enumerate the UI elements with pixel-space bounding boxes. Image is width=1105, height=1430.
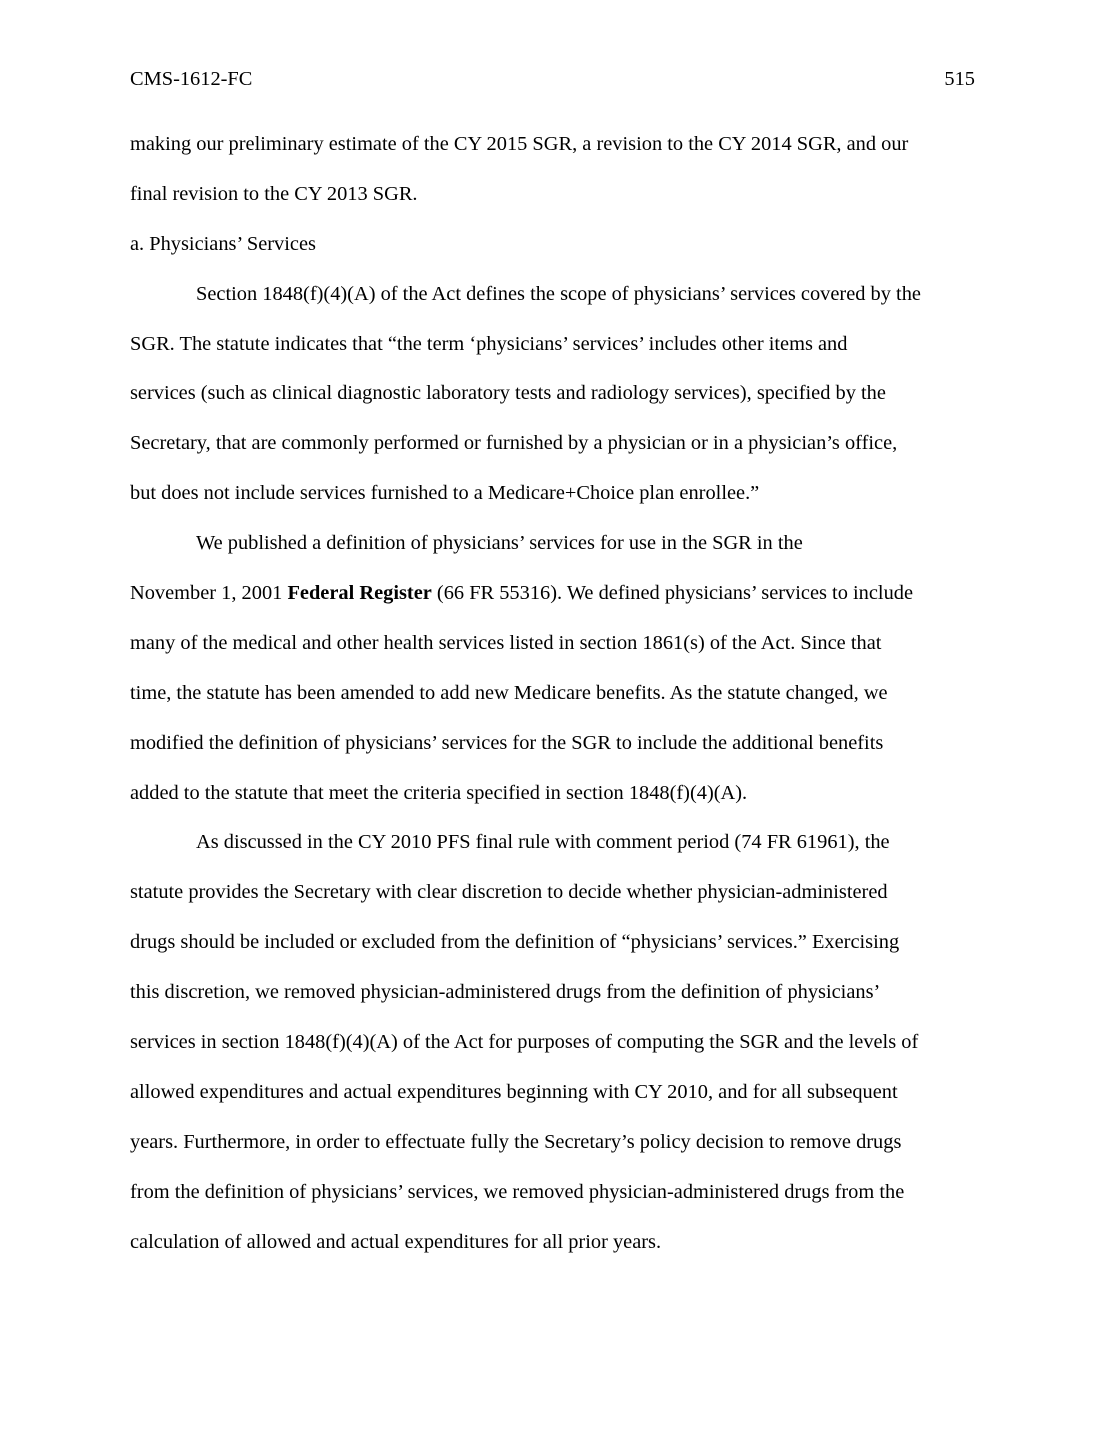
body-text: November 1, 2001 — [130, 582, 288, 605]
body-line: but does not include services furnished to a Medicare+Choice plan enrollee.” — [130, 482, 760, 505]
page-body — [130, 130, 975, 1277]
body-line: calculation of allowed and actual expenditures for all prior years. — [130, 1230, 662, 1253]
federal-register-title: Federal Register — [287, 582, 432, 605]
body-line: years. Furthermore, in order to effectuate fully the Secretary’s policy decision to remove drugs — [130, 1130, 902, 1153]
body-line: We published a definition of physicians’ services for use in the SGR in the — [196, 532, 803, 555]
body-line: services in section 1848(f)(4)(A) of the Act for purposes of computing the SGR and the levels of — [130, 1031, 919, 1054]
body-line — [130, 579, 975, 629]
body-line: services (such as clinical diagnostic laboratory tests and radiology services), specified by the — [130, 382, 886, 405]
body-line: As discussed in the CY 2010 PFS final rule with comment period (74 FR 61961), the — [196, 831, 890, 854]
body-line: statute provides the Secretary with clear discretion to decide whether physician-administered — [130, 881, 888, 904]
body-line: many of the medical and other health services listed in section 1861(s) of the Act. Since that — [130, 631, 882, 654]
body-line: modified the definition of physicians’ services for the SGR to include the additional benefits — [130, 731, 884, 754]
body-line: added to the statute that meet the criteria specified in section 1848(f)(4)(A). — [130, 781, 748, 804]
document-id: CMS-1612-FC — [130, 68, 253, 90]
body-line: this discretion, we removed physician-administered drugs from the definition of physicians’ — [130, 981, 881, 1004]
body-line: Secretary, that are commonly performed or furnished by a physician or in a physician’s office, — [130, 432, 898, 455]
section-heading: a. Physicians’ Services — [130, 232, 316, 255]
body-text: (66 FR 55316). We defined physicians’ services to include — [431, 582, 914, 605]
page-number: 515 — [944, 68, 975, 90]
body-line: final revision to the CY 2013 SGR. — [130, 182, 418, 205]
body-line: time, the statute has been amended to add new Medicare benefits. As the statute changed, we — [130, 681, 888, 704]
body-line: allowed expenditures and actual expenditures beginning with CY 2010, and for all subsequent — [130, 1080, 898, 1103]
body-line: from the definition of physicians’ services, we removed physician-administered drugs from the — [130, 1180, 905, 1203]
body-line: making our preliminary estimate of the CY 2015 SGR, a revision to the CY 2014 SGR, and our — [130, 133, 909, 155]
body-line: SGR. The statute indicates that “the term ‘physicians’ services’ includes other items and — [130, 332, 848, 355]
body-line: Section 1848(f)(4)(A) of the Act defines the scope of physicians’ services covered by the — [196, 282, 921, 305]
body-line: drugs should be included or excluded from the definition of “physicians’ services.” Exercising — [130, 931, 900, 954]
